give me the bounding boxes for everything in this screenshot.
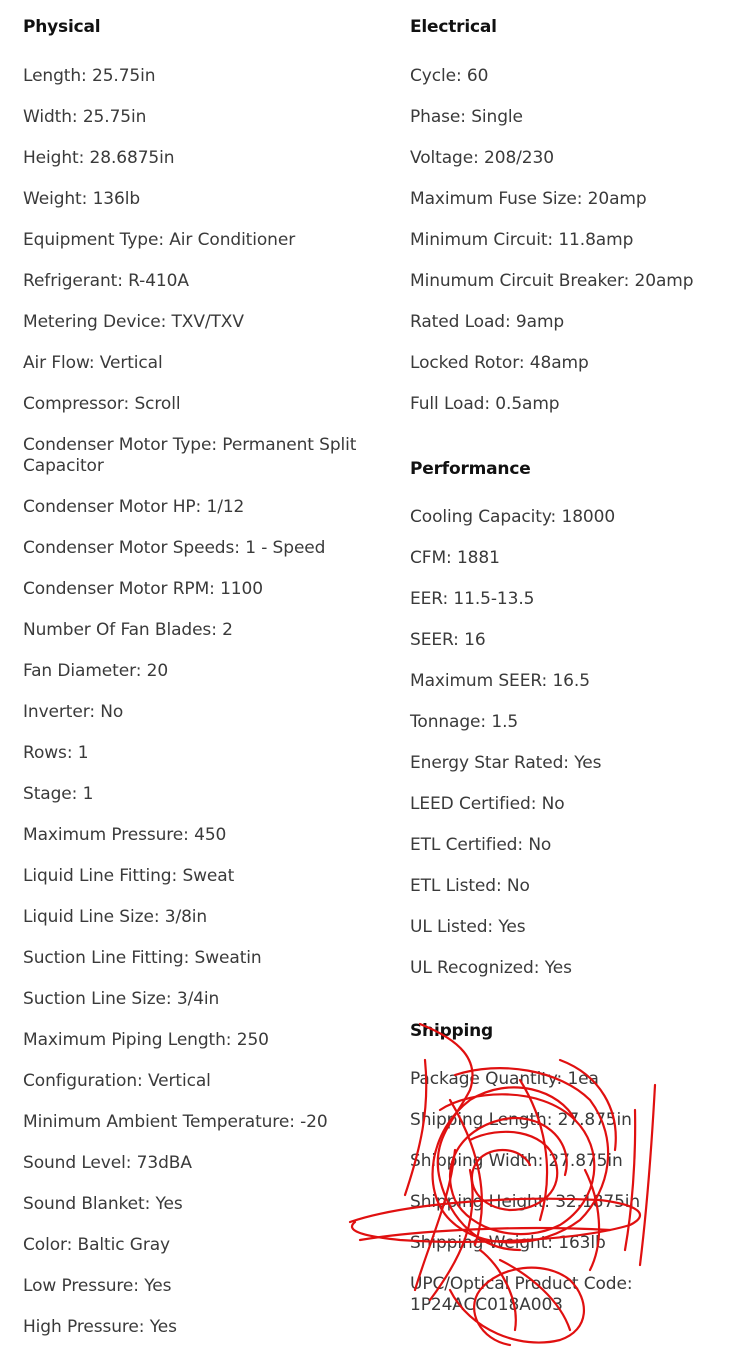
electrical-spec-item [410,394,746,415]
physical-spec-item [23,497,403,518]
physical-spec-item [23,579,403,600]
spec-value: 20 [146,661,169,681]
physical-spec-item [23,907,403,928]
spec-value: 20amp [634,271,694,291]
spec-value: 136lb [92,189,141,209]
spec-value: No [100,702,124,722]
spec-label: Cycle : [410,66,467,86]
spec-label: Metering Device : [23,312,172,332]
right-column [410,0,746,1336]
spec-label: Condenser Motor RPM : [23,579,220,599]
shipping-spec-list [410,1069,746,1316]
spec-value: 11.5-13.5 [453,589,535,609]
spec-value: R-410A [128,271,189,291]
spec-label: Minumum Circuit Breaker : [410,271,635,291]
spec-label: Number Of Fan Blades : [23,620,222,640]
spec-value: 1ea [567,1069,599,1089]
physical-spec-list [23,66,403,1338]
performance-spec-item [410,630,746,651]
electrical-spec-item [410,66,746,87]
physical-spec-item [23,435,403,477]
spec-label: Minimum Ambient Temperature : [23,1112,300,1132]
spec-label: Height : [23,148,90,168]
physical-spec-item [23,353,403,374]
spec-value: 1.5 [491,712,519,732]
spec-label: LEED Certified : [410,794,542,814]
spec-label: ETL Certified : [410,835,528,855]
physical-spec-item [23,538,403,559]
physical-spec-item [23,743,403,764]
spec-value: Yes [544,958,572,978]
physical-spec-item [23,1112,403,1133]
physical-spec-item [23,1276,403,1297]
spec-label: Shipping Width : [410,1151,549,1171]
spec-value: 32.1875in [555,1192,641,1212]
spec-value: 1 - Speed [245,538,326,558]
spec-label: Full Load : [410,394,495,414]
electrical-spec-item [410,189,746,210]
performance-spec-item [410,794,746,815]
spec-label: Rated Load : [410,312,516,332]
physical-spec-item [23,866,403,887]
physical-spec-item [23,989,403,1010]
performance-section-title: Performance [410,459,531,479]
spec-value: 1 [77,743,89,763]
spec-value: 250 [236,1030,269,1050]
spec-value: 11.8amp [558,230,634,250]
physical-spec-item [23,394,403,415]
spec-value: 1P24ACC018A003 [410,1295,563,1315]
spec-value: Permanent Split Capacitor [23,435,357,476]
physical-spec-item [23,825,403,846]
spec-value: 25.75in [82,107,147,127]
spec-label: Phase : [410,107,471,127]
spec-value: 16.5 [552,671,590,691]
spec-label: Suction Line Fitting : [23,948,195,968]
performance-spec-item [410,917,746,938]
shipping-spec-item [410,1151,746,1172]
physical-column [23,0,403,1358]
physical-spec-item [23,1153,403,1174]
performance-spec-item [410,876,746,897]
physical-spec-item [23,312,403,333]
spec-label: Shipping Length : [410,1110,558,1130]
spec-value: Sweat [182,866,235,886]
physical-spec-item [23,1194,403,1215]
spec-value: 25.75in [91,66,156,86]
spec-value: Yes [574,753,602,773]
spec-label: Cooling Capacity : [410,507,561,527]
spec-label: UL Listed : [410,917,498,937]
spec-label: Width : [23,107,83,127]
spec-label: Length : [23,66,92,86]
physical-section-title: Physical [23,17,101,37]
spec-label: Liquid Line Fitting : [23,866,182,886]
physical-spec-item [23,661,403,682]
spec-label: Weight : [23,189,93,209]
electrical-spec-list [410,66,746,415]
physical-spec-item [23,1030,403,1051]
spec-value: No [506,876,530,896]
electrical-spec-item [410,353,746,374]
spec-label: Shipping Weight : [410,1233,558,1253]
physical-spec-item [23,784,403,805]
spec-label: Configuration : [23,1071,148,1091]
spec-value: 450 [194,825,227,845]
spec-value: Yes [155,1194,183,1214]
physical-spec-item [23,66,403,87]
performance-spec-item [410,835,746,856]
performance-spec-item [410,958,746,979]
spec-label: Sound Level : [23,1153,137,1173]
spec-label: Condenser Motor Type : [23,435,222,455]
spec-label: Compressor : [23,394,134,414]
spec-label: Inverter : [23,702,100,722]
physical-spec-item [23,948,403,969]
electrical-section-title: Electrical [410,17,497,37]
spec-label: SEER : [410,630,464,650]
spec-value: 208/230 [484,148,554,168]
electrical-spec-item [410,271,746,292]
shipping-spec-item [410,1110,746,1131]
physical-spec-item [23,702,403,723]
spec-label: Equipment Type : [23,230,169,250]
performance-spec-item [410,712,746,733]
spec-value: 3/8in [164,907,208,927]
spec-label: Voltage : [410,148,484,168]
physical-spec-item [23,271,403,292]
spec-value: 0.5amp [495,394,560,414]
spec-value: TXV/TXV [171,312,244,332]
spec-value: Yes [498,917,526,937]
physical-spec-item [23,620,403,641]
physical-spec-item [23,1071,403,1092]
spec-label: Rows : [23,743,78,763]
spec-value: 1 [82,784,94,804]
spec-value: 163lb [558,1233,606,1253]
spec-label: Maximum Piping Length : [23,1030,237,1050]
spec-label: EER : [410,589,453,609]
spec-value: Baltic Gray [77,1235,171,1255]
physical-spec-item [23,1235,403,1256]
spec-value: 28.6875in [89,148,175,168]
physical-spec-item [23,230,403,251]
spec-value: 27.875in [557,1110,632,1130]
spec-value: 16 [464,630,486,650]
shipping-spec-item [410,1274,746,1316]
spec-label: ETL Listed : [410,876,507,896]
spec-label: Maximum SEER : [410,671,552,691]
spec-value: 1/12 [206,497,245,517]
performance-spec-item [410,671,746,692]
spec-label: Minimum Circuit : [410,230,558,250]
spec-value: 1881 [456,548,500,568]
spec-label: Condenser Motor Speeds : [23,538,245,558]
spec-label: UL Recognized : [410,958,545,978]
spec-label: Refrigerant : [23,271,128,291]
spec-value: Single [471,107,523,127]
spec-label: Maximum Pressure : [23,825,194,845]
spec-label: CFM : [410,548,457,568]
shipping-section-title: Shipping [410,1021,494,1041]
electrical-spec-item [410,230,746,251]
spec-value: Yes [144,1276,172,1296]
spec-value: 1100 [220,579,263,599]
performance-spec-item [410,507,746,528]
spec-value: 2 [222,620,233,640]
spec-value: Scroll [134,394,181,414]
spec-label: Suction Line Size : [23,989,177,1009]
spec-label: Shipping Height : [410,1192,555,1212]
spec-label: Maximum Fuse Size : [410,189,588,209]
spec-value: 18000 [561,507,616,527]
spec-label: Energy Star Rated : [410,753,574,773]
electrical-spec-item [410,312,746,333]
spec-value: 27.875in [548,1151,623,1171]
spec-value: Vertical [99,353,163,373]
performance-spec-list [410,507,746,979]
spec-value: 3/4in [176,989,220,1009]
spec-label: Locked Rotor : [410,353,530,373]
spec-label: UPC/Optical Product Code : [410,1274,632,1294]
spec-label: Stage : [23,784,83,804]
spec-value: No [528,835,552,855]
spec-label: Low Pressure : [23,1276,144,1296]
performance-spec-item [410,548,746,569]
spec-label: Tonnage : [410,712,491,732]
spec-label: Sound Blanket : [23,1194,156,1214]
spec-label: Air Flow : [23,353,100,373]
performance-spec-item [410,589,746,610]
physical-spec-item [23,189,403,210]
spec-value: Air Conditioner [169,230,296,250]
physical-spec-item [23,148,403,169]
spec-label: Liquid Line Size : [23,907,165,927]
spec-value: Vertical [147,1071,211,1091]
spec-value: Yes [149,1317,177,1337]
spec-label: High Pressure : [23,1317,150,1337]
electrical-spec-item [410,107,746,128]
spec-value: 73dBA [136,1153,192,1173]
shipping-spec-item [410,1192,746,1213]
spec-label: Color : [23,1235,78,1255]
shipping-spec-item [410,1069,746,1090]
performance-spec-item [410,753,746,774]
spec-value: -20 [300,1112,328,1132]
electrical-spec-item [410,148,746,169]
spec-value: 20amp [587,189,647,209]
spec-value: Sweatin [194,948,262,968]
spec-label: Condenser Motor HP : [23,497,206,517]
spec-label: Fan Diameter : [23,661,147,681]
physical-spec-item [23,1317,403,1338]
spec-value: 60 [466,66,489,86]
spec-value: 9amp [515,312,565,332]
physical-spec-item [23,107,403,128]
spec-value: No [541,794,565,814]
spec-label: Package Quantity : [410,1069,567,1089]
shipping-spec-item [410,1233,746,1254]
spec-value: 48amp [529,353,589,373]
